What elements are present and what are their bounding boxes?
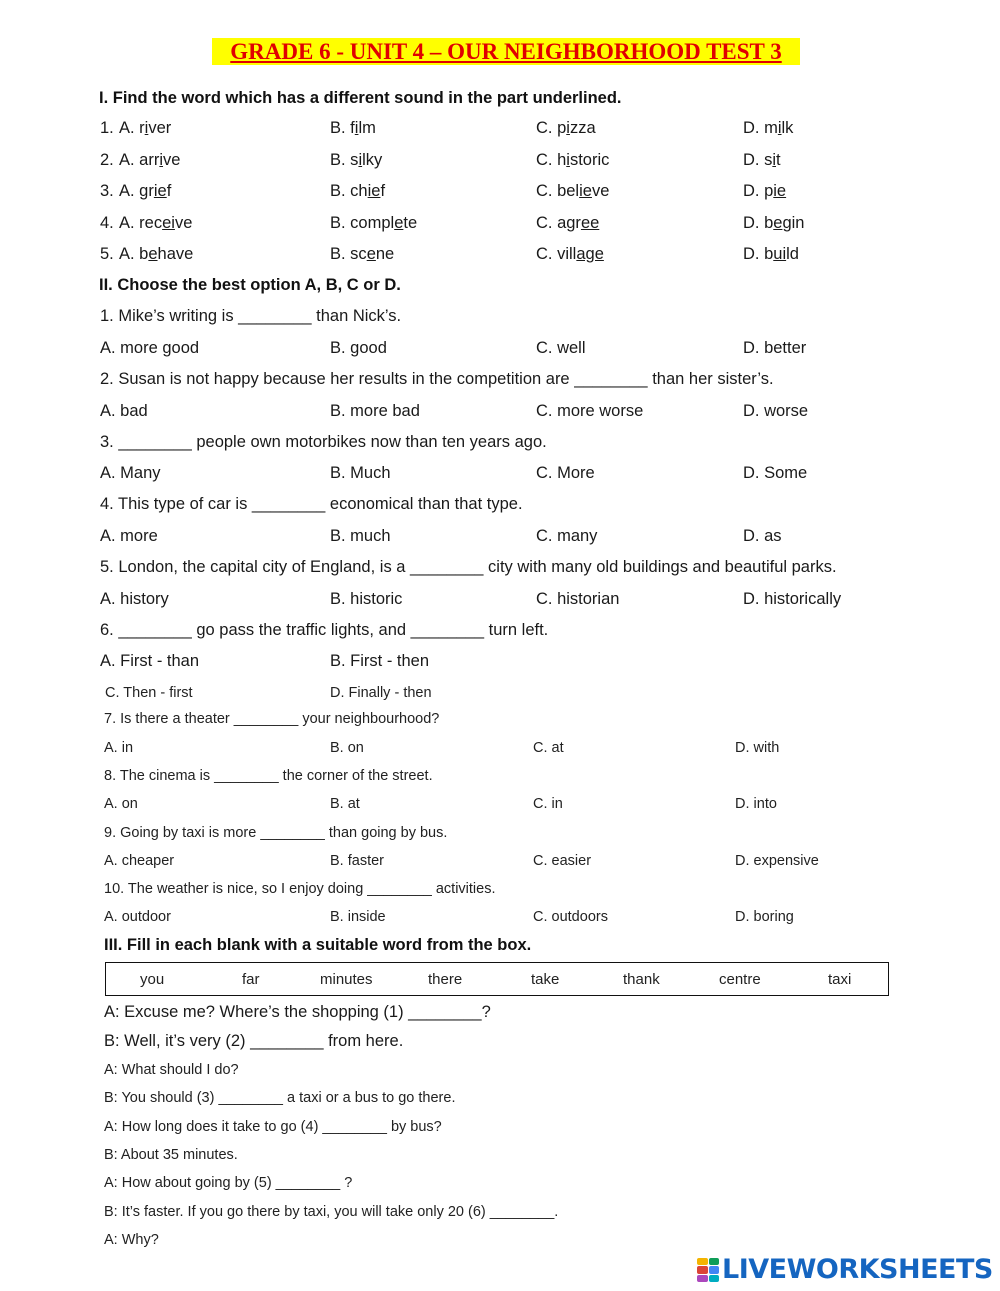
answer-option[interactable]: C. at	[533, 740, 564, 756]
answer-option[interactable]: D. better	[743, 339, 807, 357]
option-text-rest: ne	[375, 245, 395, 263]
answer-option[interactable]: D. with	[735, 740, 780, 756]
pronunciation-option[interactable]	[330, 151, 382, 170]
pronunciation-option[interactable]	[330, 182, 385, 201]
option-text: C. bel	[536, 182, 580, 200]
answer-option[interactable]: A. bad	[100, 402, 148, 420]
question-stem: 8. The cinema is ________ the corner of the street.	[104, 768, 433, 784]
answer-option[interactable]: B. on	[330, 740, 364, 756]
dialogue-line: B: About 35 minutes.	[104, 1147, 238, 1163]
word-box	[105, 962, 889, 996]
answer-option[interactable]: C. in	[533, 796, 563, 812]
pronunciation-option[interactable]	[743, 119, 793, 138]
answer-option[interactable]: A. history	[100, 590, 169, 608]
pronunciation-option[interactable]	[743, 151, 781, 170]
option-text-rest: ve	[591, 182, 610, 200]
option-text: D. p	[743, 182, 774, 200]
answer-option[interactable]: B. Much	[330, 464, 391, 482]
question-number: 1.	[100, 119, 114, 137]
option-text-rest: f	[380, 182, 386, 200]
option-text-rest: te	[403, 214, 418, 232]
underlined-letters: ie	[367, 182, 381, 200]
option-text: A. r	[119, 119, 145, 137]
logo-text: LIVEWORKSHEETS	[722, 1254, 993, 1285]
worksheet-title: GRADE 6 - UNIT 4 – OUR NEIGHBORHOOD TEST 3	[212, 38, 800, 65]
pronunciation-option[interactable]	[743, 214, 804, 233]
answer-option[interactable]: A. in	[104, 740, 134, 756]
dialogue-line: A: Why?	[104, 1232, 159, 1248]
option-text: D. b	[743, 214, 774, 232]
underlined-letters: ie	[579, 182, 592, 200]
pronunciation-option[interactable]	[536, 119, 596, 138]
underlined-letters: ui	[773, 245, 787, 263]
option-text: B. compl	[330, 214, 395, 232]
question-stem: 2. Susan is not happy because her results in the competition are ________ than her sister’s.	[100, 370, 774, 388]
question-number: 3.	[100, 182, 114, 200]
dialogue-line: B: You should (3) ________ a taxi or a bus to go there.	[104, 1090, 456, 1106]
logo-tile	[709, 1275, 720, 1282]
underlined-letters: i	[144, 119, 149, 137]
question-stem: 10. The weather is nice, so I enjoy doing ________ activities.	[104, 881, 496, 897]
option-text: A. b	[119, 245, 149, 263]
underlined-letters: i	[354, 119, 359, 137]
option-text: C. agr	[536, 214, 581, 232]
question-stem: 9. Going by taxi is more ________ than going by bus.	[104, 825, 448, 841]
answer-option[interactable]: B. First - then	[330, 652, 430, 670]
word-box-item: centre	[719, 971, 761, 988]
word-box-item: you	[140, 971, 165, 988]
answer-option[interactable]: C. many	[536, 527, 598, 545]
option-text: A. rec	[119, 214, 163, 232]
question-stem: 5. London, the capital city of England, is a ________ city with many old buildings and beautiful parks.	[100, 558, 837, 576]
answer-option[interactable]: A. outdoor	[104, 909, 171, 925]
logo-tile	[709, 1266, 720, 1273]
pronunciation-option[interactable]	[119, 245, 193, 264]
question-number: 2.	[100, 151, 114, 169]
word-box-item: take	[531, 971, 560, 988]
question-stem: 7. Is there a theater ________ your neighbourhood?	[104, 711, 440, 727]
underlined-letters: e	[148, 245, 158, 263]
option-text-rest: gin	[782, 214, 805, 232]
word-box-item: far	[242, 971, 260, 988]
answer-option[interactable]: D. expensive	[735, 853, 819, 869]
answer-option[interactable]: B. at	[330, 796, 360, 812]
option-text: B. s	[330, 151, 359, 169]
underlined-letters: e	[366, 245, 376, 263]
underlined-letters: ee	[580, 214, 600, 232]
logo-tile	[697, 1266, 708, 1273]
logo-tile	[709, 1258, 720, 1265]
option-text-rest: lky	[362, 151, 383, 169]
question-stem: 3. ________ people own motorbikes now than ten years ago.	[100, 433, 547, 451]
pronunciation-option[interactable]	[743, 245, 799, 264]
question-stem: 6. ________ go pass the traffic lights, and ________ turn left.	[100, 621, 549, 639]
option-text-rest: ver	[148, 119, 172, 137]
answer-option[interactable]: C. outdoors	[533, 909, 608, 925]
option-text: C. vill	[536, 245, 577, 263]
pronunciation-option[interactable]	[536, 182, 609, 201]
option-text: C. h	[536, 151, 567, 169]
underlined-letters: i	[566, 119, 570, 137]
underlined-letters: ei	[162, 214, 175, 232]
pronunciation-option[interactable]	[119, 182, 171, 201]
answer-option[interactable]: D. Some	[743, 464, 808, 482]
word-box-item: minutes	[320, 971, 373, 988]
pronunciation-option[interactable]	[330, 245, 394, 264]
option-text: A. gr	[119, 182, 154, 200]
word-box-item: thank	[623, 971, 660, 988]
option-text: B. sc	[330, 245, 367, 263]
answer-option[interactable]: A. on	[104, 796, 138, 812]
answer-option[interactable]: A. more	[100, 527, 158, 545]
liveworksheets-logo	[697, 1255, 993, 1285]
dialogue-line: A: What should I do?	[104, 1062, 239, 1078]
logo-mark-icon	[697, 1258, 719, 1282]
pronunciation-option[interactable]	[536, 151, 609, 170]
dialogue-line: A: How about going by (5) ________ ?	[104, 1175, 353, 1191]
option-text: B. ch	[330, 182, 368, 200]
logo-tile	[697, 1275, 708, 1282]
section-1-heading: I. Find the word which has a different sound in the part underlined.	[99, 89, 622, 107]
answer-option[interactable]: B. inside	[330, 909, 386, 925]
pronunciation-option[interactable]	[119, 119, 171, 138]
option-text: A. arr	[119, 151, 160, 169]
option-text-rest: ve	[163, 151, 181, 169]
answer-option[interactable]: D. worse	[743, 402, 809, 420]
option-text-rest: ve	[174, 214, 193, 232]
option-text-rest: have	[157, 245, 194, 263]
option-text-rest: zza	[569, 119, 596, 137]
dialogue-line: A: Excuse me? Where’s the shopping (1) ________?	[104, 1003, 491, 1021]
underlined-letters: i	[772, 151, 777, 169]
underlined-letters: ie	[153, 182, 167, 200]
answer-option[interactable]: C. easier	[533, 853, 592, 869]
answer-option[interactable]: B. much	[330, 527, 391, 545]
answer-option[interactable]: D. into	[735, 796, 777, 812]
answer-option[interactable]: A. cheaper	[104, 853, 175, 869]
option-text: D. m	[743, 119, 778, 137]
answer-option[interactable]: C. historian	[536, 590, 620, 608]
section-3-heading: III. Fill in each blank with a suitable word from the box.	[104, 936, 532, 954]
underlined-letters: age	[576, 245, 604, 263]
option-text: D. s	[743, 151, 773, 169]
question-stem: 1. Mike’s writing is ________ than Nick’s.	[100, 307, 402, 325]
dialogue-line: B: It’s faster. If you go there by taxi, you will take only 20 (6) ________.	[104, 1204, 559, 1220]
answer-option[interactable]: A. First - than	[100, 652, 200, 670]
pronunciation-option[interactable]	[119, 151, 180, 170]
word-box-item: there	[428, 971, 463, 988]
underlined-letters: i	[159, 151, 164, 169]
underlined-letters: i	[358, 151, 363, 169]
option-text-rest: lm	[358, 119, 376, 137]
pronunciation-option[interactable]	[743, 182, 786, 201]
word-box-item: taxi	[828, 971, 852, 988]
answer-option[interactable]: B. faster	[330, 853, 384, 869]
option-text-rest: ld	[786, 245, 799, 263]
pronunciation-option[interactable]	[330, 214, 417, 233]
option-text-rest: t	[776, 151, 781, 169]
answer-option[interactable]: C. More	[536, 464, 595, 482]
dialogue-line: B: Well, it’s very (2) ________ from here.	[104, 1032, 404, 1050]
logo-tile	[697, 1258, 708, 1265]
question-number: 4.	[100, 214, 114, 232]
option-text-rest: lk	[781, 119, 794, 137]
answer-option[interactable]: D. Finally - then	[330, 685, 432, 701]
pronunciation-option[interactable]	[536, 214, 599, 233]
underlined-letters: i	[777, 119, 782, 137]
answer-option[interactable]: D. historically	[743, 590, 842, 608]
option-text: B. f	[330, 119, 355, 137]
answer-option[interactable]: A. more good	[100, 339, 200, 357]
answer-option[interactable]: A. Many	[100, 464, 161, 482]
answer-option[interactable]: B. more bad	[330, 402, 420, 420]
dialogue-line: A: How long does it take to go (4) ________ by bus?	[104, 1119, 442, 1135]
answer-option[interactable]: B. good	[330, 339, 387, 357]
underlined-letters: ie	[773, 182, 787, 200]
option-text-rest: f	[166, 182, 172, 200]
underlined-letters: e	[394, 214, 404, 232]
answer-option[interactable]: D. boring	[735, 909, 794, 925]
underlined-letters: e	[773, 214, 783, 232]
answer-option[interactable]: C. well	[536, 339, 586, 357]
pronunciation-option[interactable]	[536, 245, 604, 264]
underlined-letters: i	[566, 151, 570, 169]
pronunciation-option[interactable]	[119, 214, 192, 233]
answer-option[interactable]: D. as	[743, 527, 782, 545]
pronunciation-option[interactable]	[330, 119, 376, 138]
answer-option[interactable]: C. more worse	[536, 402, 644, 420]
option-text: D. b	[743, 245, 774, 263]
question-stem: 4. This type of car is ________ economical than that type.	[100, 495, 523, 513]
question-number: 5.	[100, 245, 114, 263]
option-text-rest: storic	[569, 151, 610, 169]
option-text: C. p	[536, 119, 567, 137]
answer-option[interactable]: C. Then - first	[105, 685, 193, 701]
answer-option[interactable]: B. historic	[330, 590, 403, 608]
section-2-heading: II. Choose the best option A, B, C or D.	[99, 276, 401, 294]
